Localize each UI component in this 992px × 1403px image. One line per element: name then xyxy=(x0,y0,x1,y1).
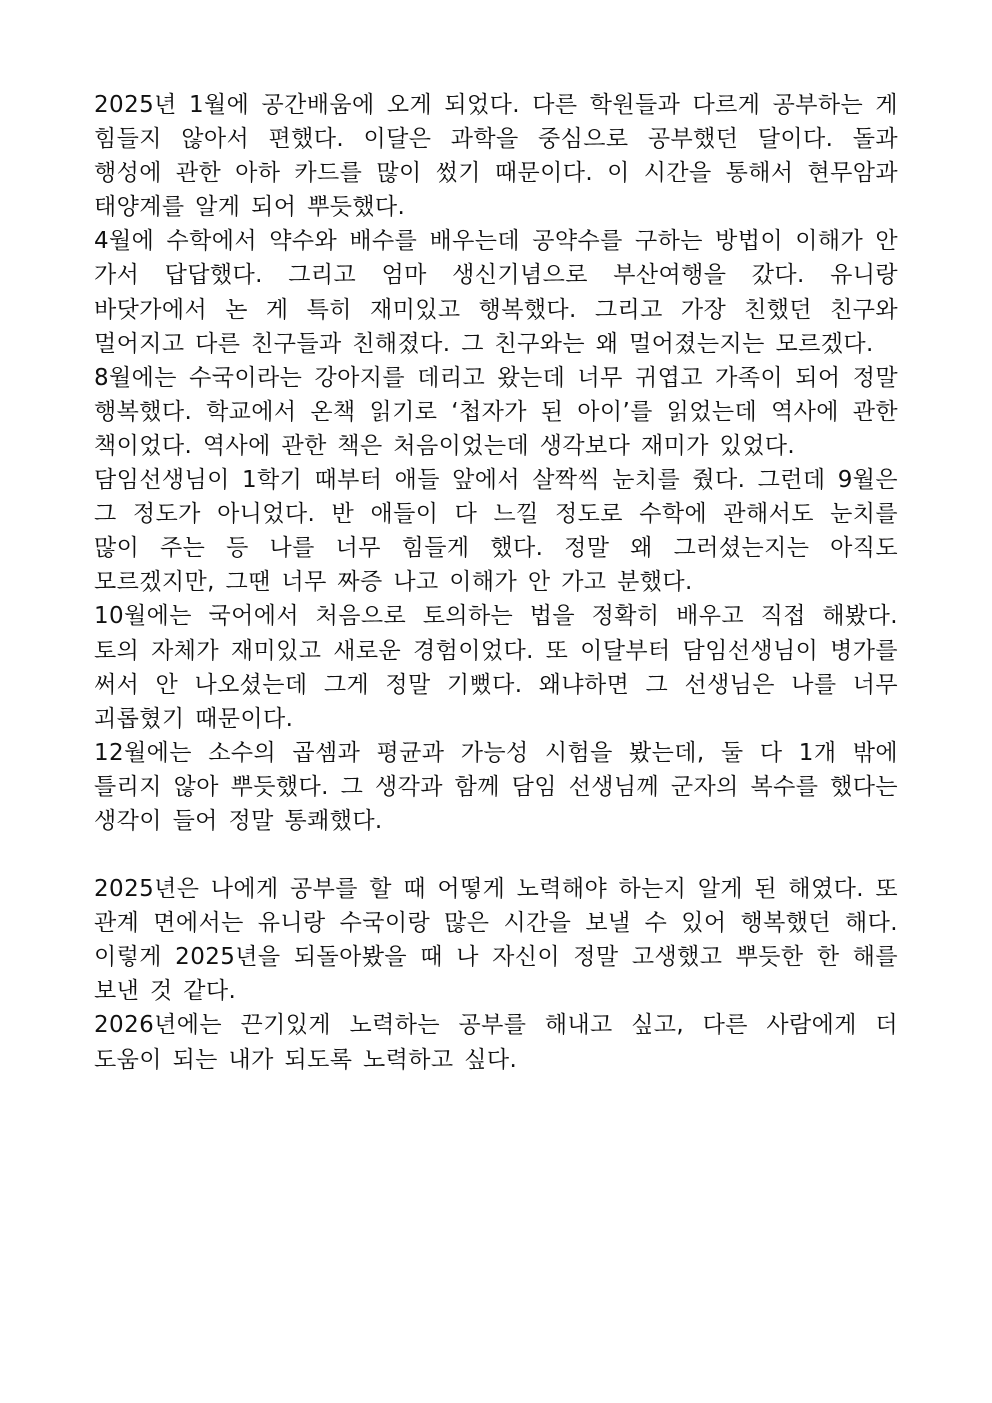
paragraph-december: 12월에는 소수의 곱셈과 평균과 가능성 시험을 봤는데, 둘 다 1개 밖에 틀리지 않아 뿌듯했다. 그 생각과 함께 담임 선생님께 군자의 복수를 했다는 생각이 들어 정말 통쾌했다. xyxy=(94,739,898,834)
paragraph-october: 10월에는 국어에서 처음으로 토의하는 법을 정확히 배우고 직접 해봤다. 토의 자체가 재미있고 새로운 경험이었다. 또 이달부터 담임선생님이 병가를 써서 안 나오셨는데 그게 정말 기뻤다. 왜냐하면 그 선생님은 나를 너무 괴롭혔기 때문이다. xyxy=(94,603,898,732)
paragraph-year-summary: 2025년은 나에게 공부를 할 때 어떻게 노력해야 하는지 알게 된 해였다. 또 관계 면에서는 유니랑 수국이랑 많은 시간을 보낼 수 있어 행복했던 해다. 이렇게 2025년을 되돌아봤을 때 나 자신이 정말 고생했고 뿌듯한 한 해를 보낸 것 같다. xyxy=(94,876,898,1005)
paragraph-gap xyxy=(94,838,898,872)
paragraph-september: 담임선생님이 1학기 때부터 애들 앞에서 살짝씩 눈치를 줬다. 그런데 9월은 그 정도가 아니었다. 반 애들이 다 느낄 정도로 수학에 관해서도 눈치를 많이 주는 등 나를 너무 힘들게 했다. 정말 왜 그러셨는지는 아직도 모르겠지만, 그땐 너무 짜증 나고 이해가 안 가고 분했다. xyxy=(94,467,898,596)
paragraph-january: 2025년 1월에 공간배움에 오게 되었다. 다른 학원들과 다르게 공부하는 게 힘들지 않아서 편했다. 이달은 과학을 중심으로 공부했던 달이다. 돌과 행성에 관한 아하 카드를 많이 썼기 때문이다. 이 시간을 통해서 현무암과 태양계를 알게 되어 뿌듯했다. xyxy=(94,92,898,221)
paragraph-august: 8월에는 수국이라는 강아지를 데리고 왔는데 너무 귀엽고 가족이 되어 정말 행복했다. 학교에서 온책 읽기로 ‘첩자가 된 아이’를 읽었는데 역사에 관한 책이었다. 역사에 관한 책은 처음이었는데 생각보다 재미가 있었다. xyxy=(94,364,898,459)
essay-body xyxy=(94,88,898,1077)
paragraph-next-year: 2026년에는 끈기있게 노력하는 공부를 해내고 싶고, 다른 사람에게 더 도움이 되는 내가 되도록 노력하고 싶다. xyxy=(94,1012,898,1073)
paragraph-april: 4월에 수학에서 약수와 배수를 배우는데 공약수를 구하는 방법이 이해가 안 가서 답답했다. 그리고 엄마 생신기념으로 부산여행을 갔다. 유니랑 바닷가에서 논 게 특히 재미있고 행복했다. 그리고 가장 친했던 친구와 멀어지고 다른 친구들과 친해졌다. 그 친구와는 왜 멀어졌는지는 모르겠다. xyxy=(94,228,898,357)
